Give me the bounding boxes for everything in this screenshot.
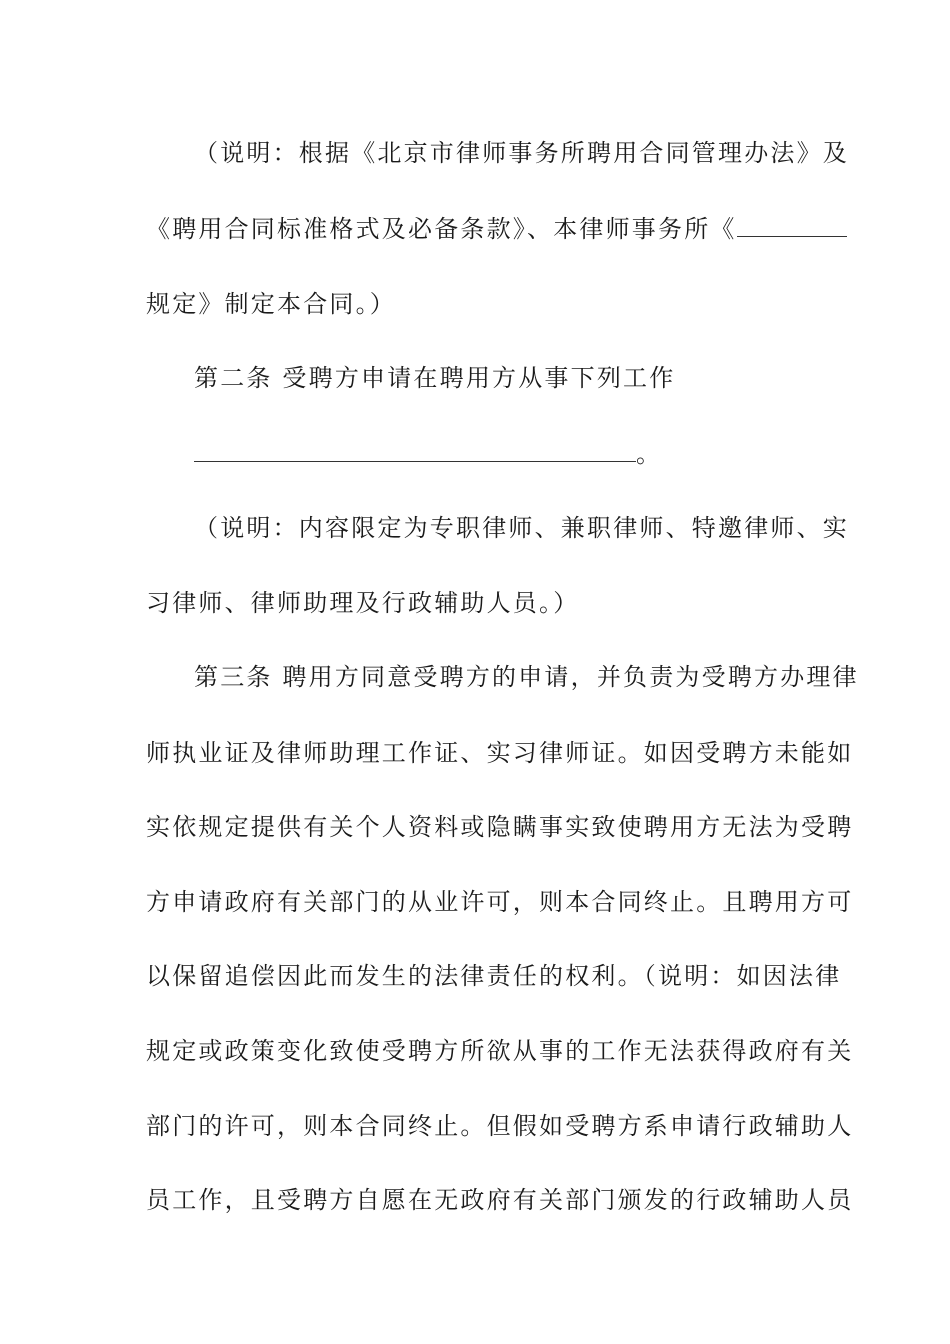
fill-in-blank-rule-name [737,214,847,237]
article3-line5: 以保留追偿因此而发生的法律责任的权利。（说明：如因法律 [146,962,842,990]
article3-line1: 第三条 聘用方同意受聘方的申请，并负责为受聘方办理律 [194,663,859,691]
article3-line8: 员工作，且受聘方自愿在无政府有关部门颁发的行政辅助人员 [146,1186,854,1214]
article3-line3: 实依规定提供有关个人资料或隐瞒事实致使聘用方无法为受聘 [146,813,854,841]
note1-line1: （说明：根据《北京市律师事务所聘用合同管理办法》及 [194,139,849,167]
article2-blank-suffix: 。 [636,440,663,468]
article3-line7: 部门的许可，则本合同终止。但假如受聘方系申请行政辅助人 [146,1112,854,1140]
article2-blank-line [194,438,662,470]
article2-heading: 第二条 受聘方申请在聘用方从事下列工作 [194,364,676,392]
note1-line2-text: 《聘用合同标准格式及必备条款》、本律师事务所《 [146,215,737,243]
article3-line2: 师执业证及律师助理工作证、实习律师证。如因受聘方未能如 [146,739,854,767]
note2-line1: （说明：内容限定为专职律师、兼职律师、特邀律师、实 [194,514,849,542]
article3-line4: 方申请政府有关部门的从业许可，则本合同终止。且聘用方可 [146,888,854,916]
fill-in-blank-work-position [194,439,636,462]
note2-line2: 习律师、律师助理及行政辅助人员。） [146,589,580,617]
note1-line2 [146,213,847,245]
note1-line3: 规定》制定本合同。） [146,290,396,318]
article3-line6: 规定或政策变化致使受聘方所欲从事的工作无法获得政府有关 [146,1037,854,1065]
